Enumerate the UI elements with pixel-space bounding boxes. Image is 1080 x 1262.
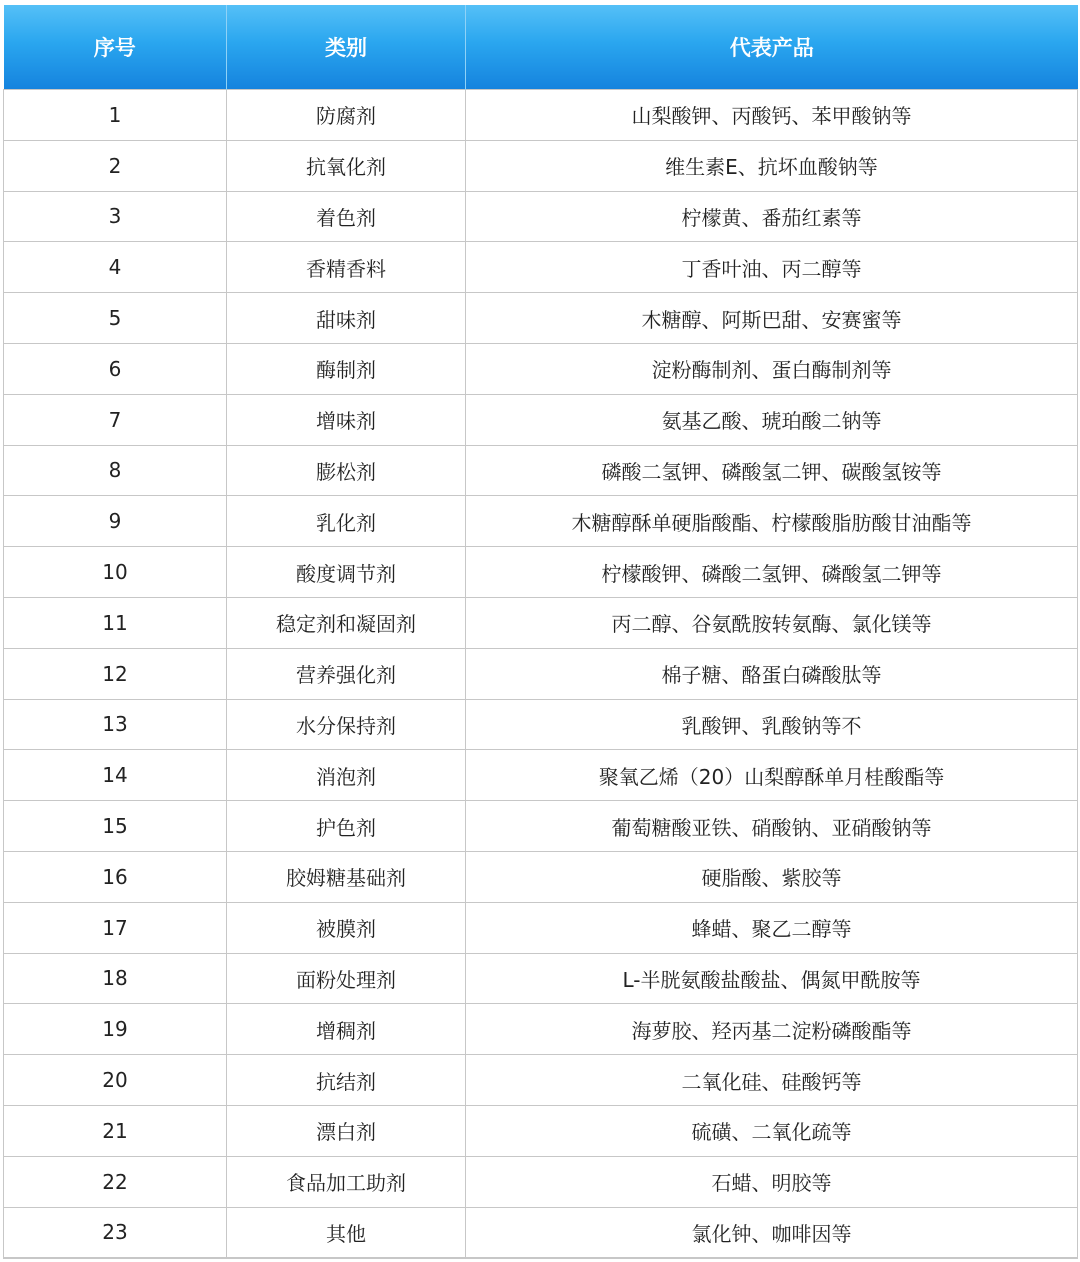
cell-category: 营养强化剂 <box>227 648 466 699</box>
cell-index: 15 <box>4 801 227 852</box>
table-row <box>4 1004 1078 1055</box>
cell-products: 海萝胶、羟丙基二淀粉磷酸酯等 <box>466 1004 1078 1055</box>
cell-products: 氯化钟、咖啡因等 <box>466 1207 1078 1258</box>
table-row <box>4 699 1078 750</box>
cell-index: 6 <box>4 343 227 394</box>
cell-products: 木糖醇酥单硬脂酸酯、柠檬酸脂肪酸甘油酯等 <box>466 496 1078 547</box>
cell-index: 5 <box>4 293 227 344</box>
cell-index: 7 <box>4 394 227 445</box>
table-row <box>4 902 1078 953</box>
cell-category: 甜味剂 <box>227 293 466 344</box>
cell-products: 磷酸二氢钾、磷酸氢二钾、碳酸氢铵等 <box>466 445 1078 496</box>
cell-index: 2 <box>4 140 227 191</box>
cell-index: 23 <box>4 1207 227 1258</box>
cell-index: 19 <box>4 1004 227 1055</box>
cell-category: 乳化剂 <box>227 496 466 547</box>
table-row <box>4 1207 1078 1258</box>
cell-index: 21 <box>4 1105 227 1156</box>
table-row <box>4 750 1078 801</box>
table-row <box>4 851 1078 902</box>
table-header <box>4 5 1078 90</box>
cell-products: 维生素E、抗坏血酸钠等 <box>466 140 1078 191</box>
cell-products: 淀粉酶制剂、蛋白酶制剂等 <box>466 343 1078 394</box>
cell-index: 20 <box>4 1055 227 1106</box>
cell-category: 面粉处理剂 <box>227 953 466 1004</box>
header-row <box>4 5 1078 90</box>
cell-products: 石蜡、明胶等 <box>466 1156 1078 1207</box>
cell-index: 1 <box>4 90 227 141</box>
cell-products: 柠檬酸钾、磷酸二氢钾、磷酸氢二钾等 <box>466 547 1078 598</box>
cell-products: 氨基乙酸、琥珀酸二钠等 <box>466 394 1078 445</box>
cell-products: L-半胱氨酸盐酸盐、偶氮甲酰胺等 <box>466 953 1078 1004</box>
cell-category: 增味剂 <box>227 394 466 445</box>
food-additives-table <box>3 5 1078 1259</box>
table-row <box>4 343 1078 394</box>
cell-products: 葡萄糖酸亚铁、硝酸钠、亚硝酸钠等 <box>466 801 1078 852</box>
table-row <box>4 597 1078 648</box>
cell-products: 柠檬黄、番茄红素等 <box>466 191 1078 242</box>
table-row <box>4 140 1078 191</box>
header-products: 代表产品 <box>466 5 1078 90</box>
cell-index: 14 <box>4 750 227 801</box>
cell-products: 丁香叶油、丙二醇等 <box>466 242 1078 293</box>
cell-category: 水分保持剂 <box>227 699 466 750</box>
cell-index: 22 <box>4 1156 227 1207</box>
table-row <box>4 1055 1078 1106</box>
header-index: 序号 <box>4 5 227 90</box>
cell-products: 硫磺、二氧化疏等 <box>466 1105 1078 1156</box>
cell-index: 17 <box>4 902 227 953</box>
cell-category: 香精香料 <box>227 242 466 293</box>
table-row <box>4 1156 1078 1207</box>
cell-index: 11 <box>4 597 227 648</box>
cell-products: 丙二醇、谷氨酰胺转氨酶、氯化镁等 <box>466 597 1078 648</box>
cell-category: 消泡剂 <box>227 750 466 801</box>
table-row <box>4 1105 1078 1156</box>
cell-products: 聚氧乙烯（20）山梨醇酥单月桂酸酯等 <box>466 750 1078 801</box>
cell-products: 二氧化硅、硅酸钙等 <box>466 1055 1078 1106</box>
table-row <box>4 496 1078 547</box>
cell-category: 其他 <box>227 1207 466 1258</box>
cell-products: 蜂蜡、聚乙二醇等 <box>466 902 1078 953</box>
cell-category: 稳定剂和凝固剂 <box>227 597 466 648</box>
cell-category: 酸度调节剂 <box>227 547 466 598</box>
cell-index: 8 <box>4 445 227 496</box>
table-row <box>4 547 1078 598</box>
table-row <box>4 394 1078 445</box>
table-row <box>4 242 1078 293</box>
cell-products: 山梨酸钾、丙酸钙、苯甲酸钠等 <box>466 90 1078 141</box>
cell-category: 酶制剂 <box>227 343 466 394</box>
cell-category: 食品加工助剂 <box>227 1156 466 1207</box>
cell-category: 护色剂 <box>227 801 466 852</box>
cell-index: 13 <box>4 699 227 750</box>
cell-products: 棉子糖、酪蛋白磷酸肽等 <box>466 648 1078 699</box>
table-row <box>4 801 1078 852</box>
cell-products: 乳酸钾、乳酸钠等不 <box>466 699 1078 750</box>
cell-category: 增稠剂 <box>227 1004 466 1055</box>
cell-category: 膨松剂 <box>227 445 466 496</box>
table-row <box>4 191 1078 242</box>
cell-category: 胶姆糖基础剂 <box>227 851 466 902</box>
cell-index: 9 <box>4 496 227 547</box>
table-row <box>4 648 1078 699</box>
cell-products: 木糖醇、阿斯巴甜、安赛蜜等 <box>466 293 1078 344</box>
header-category: 类别 <box>227 5 466 90</box>
cell-category: 抗结剂 <box>227 1055 466 1106</box>
table-row <box>4 953 1078 1004</box>
cell-index: 12 <box>4 648 227 699</box>
cell-category: 着色剂 <box>227 191 466 242</box>
cell-category: 抗氧化剂 <box>227 140 466 191</box>
table-row <box>4 445 1078 496</box>
cell-index: 4 <box>4 242 227 293</box>
cell-index: 10 <box>4 547 227 598</box>
cell-index: 3 <box>4 191 227 242</box>
table-body <box>4 90 1078 1259</box>
cell-category: 漂白剂 <box>227 1105 466 1156</box>
cell-index: 16 <box>4 851 227 902</box>
table-row <box>4 90 1078 141</box>
cell-products: 硬脂酸、紫胶等 <box>466 851 1078 902</box>
additives-table-container <box>3 5 1077 1259</box>
table-row <box>4 293 1078 344</box>
cell-category: 防腐剂 <box>227 90 466 141</box>
cell-index: 18 <box>4 953 227 1004</box>
cell-category: 被膜剂 <box>227 902 466 953</box>
